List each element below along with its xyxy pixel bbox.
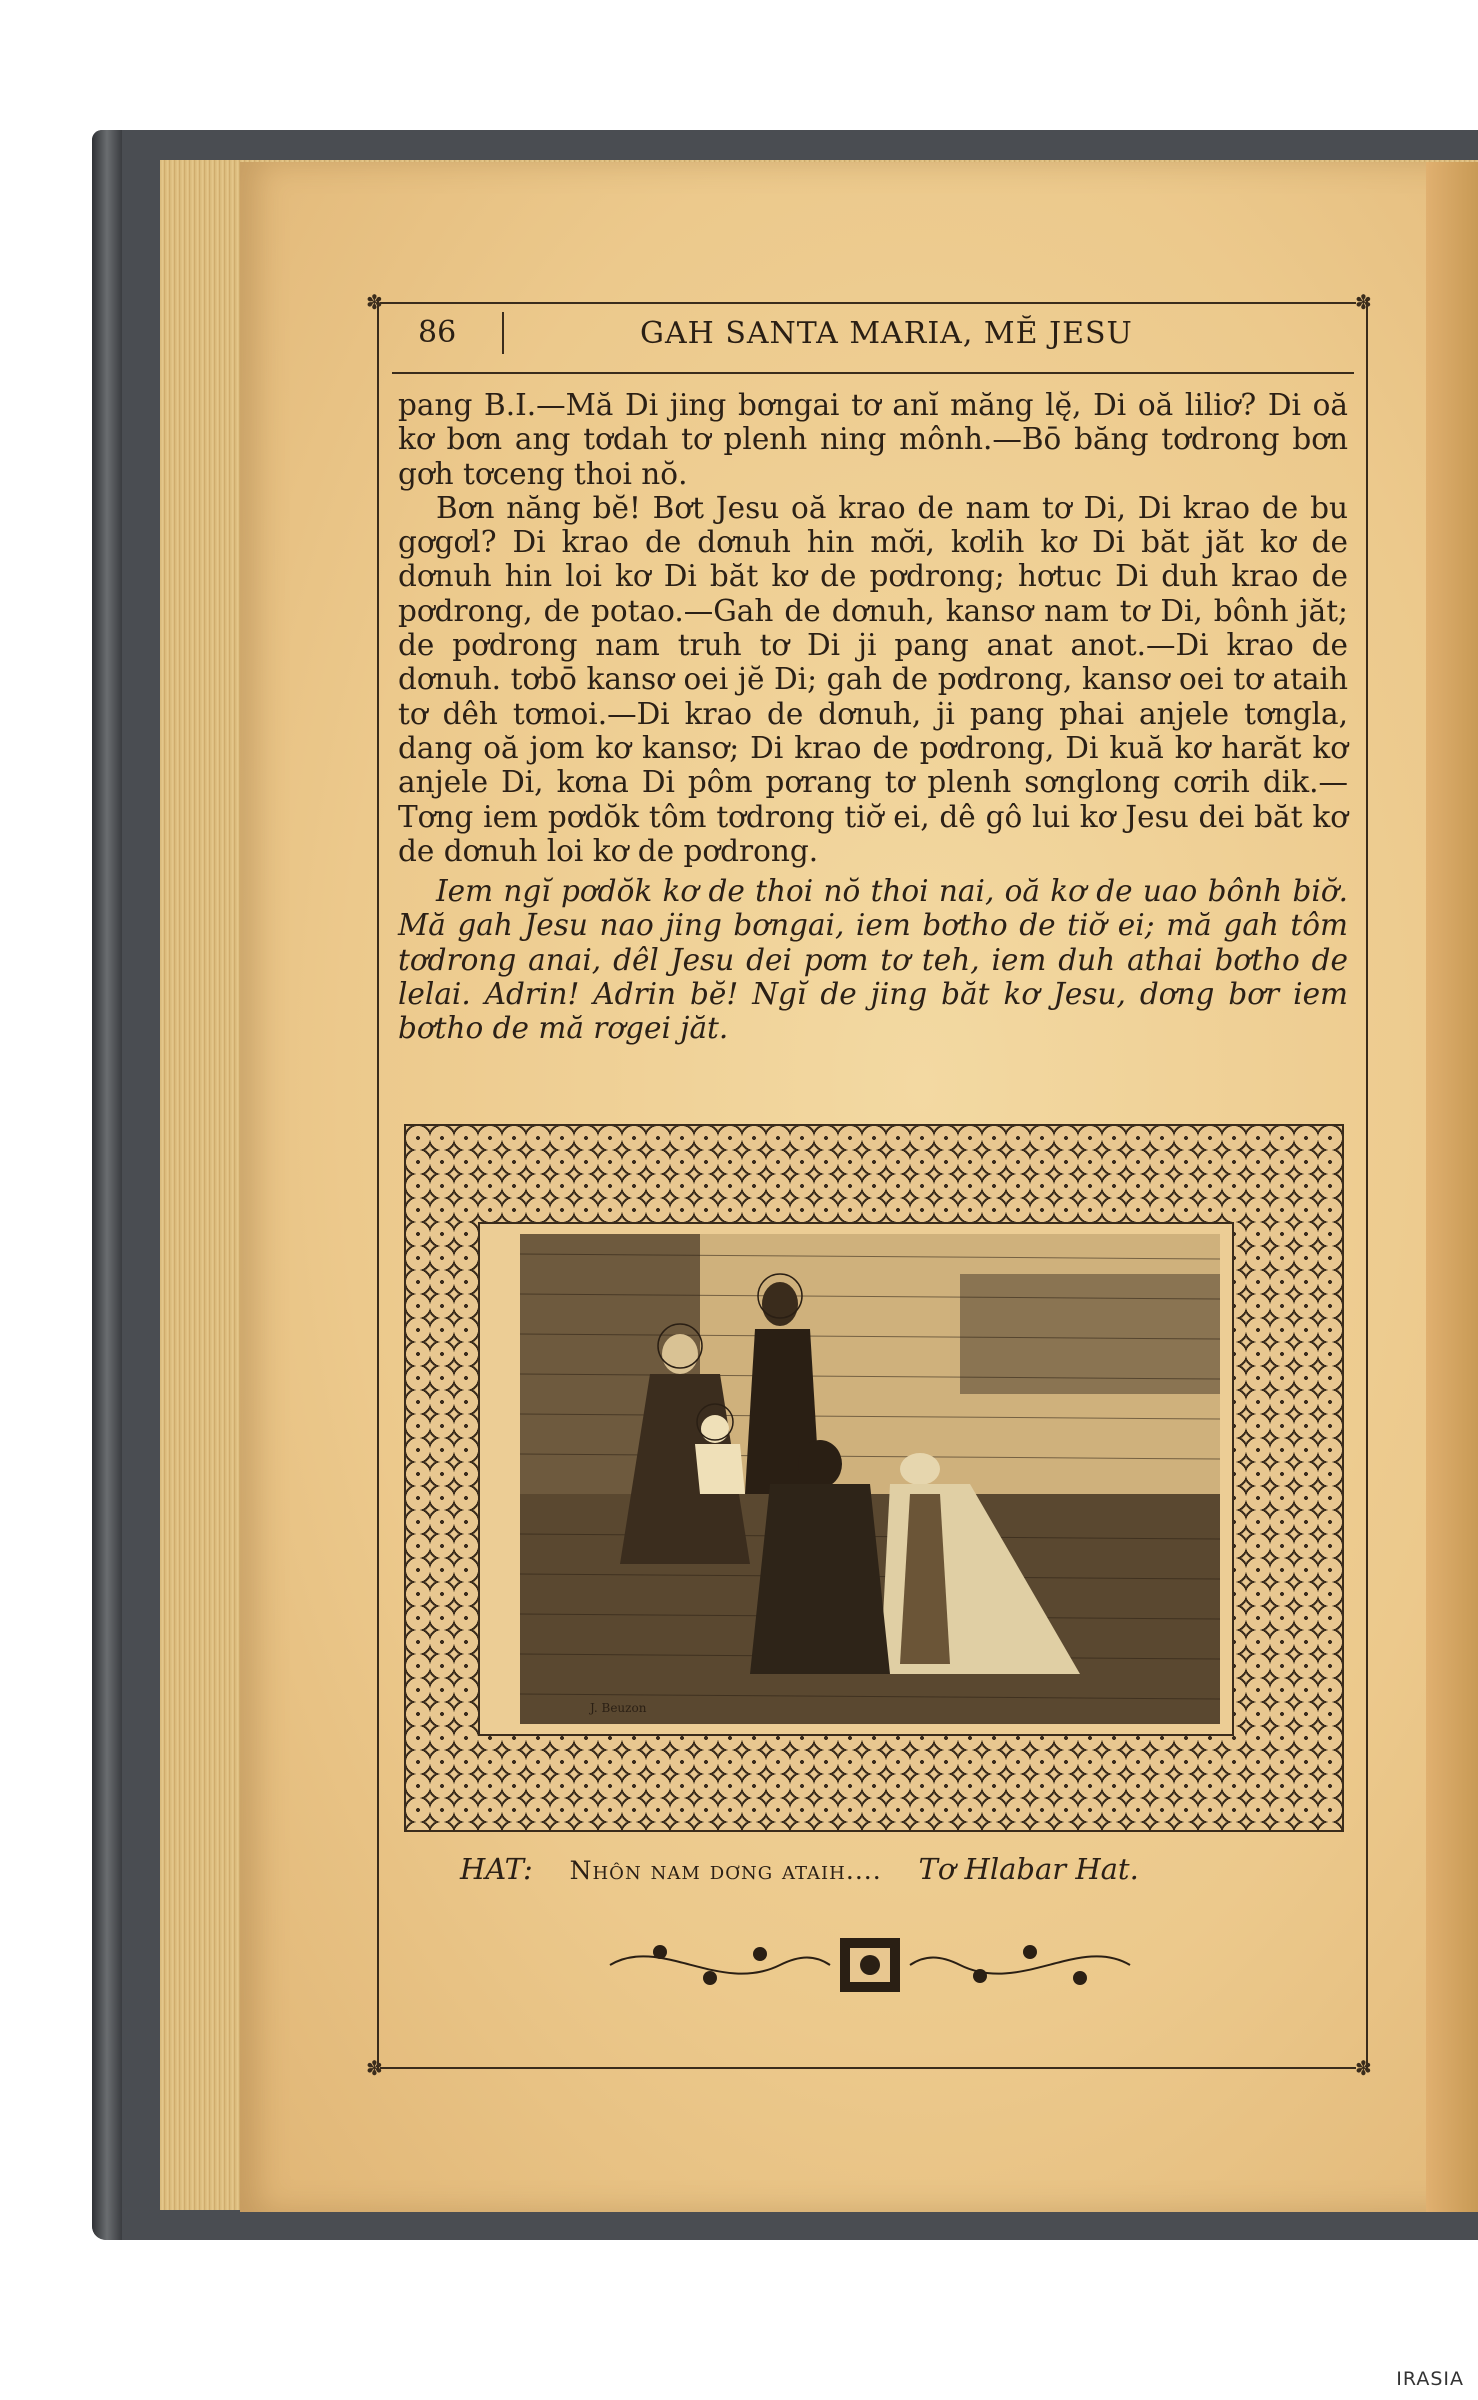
header-rule (392, 372, 1354, 374)
corner-ornament-icon: ✽ (366, 2056, 383, 2080)
corner-ornament-icon: ✽ (366, 290, 383, 314)
engraving-illustration (520, 1234, 1220, 1724)
page-number: 86 (418, 315, 457, 350)
bottom-rule (380, 2067, 1356, 2069)
watermark: IRASIA (1396, 2368, 1464, 2390)
left-rule (377, 300, 379, 2070)
book-spine-edge (92, 130, 122, 2240)
paragraph: pang B.I.—Mă Di jing bơngai tơ anĭ măng lę̆, Di oă liliơ? Di oă kơ bơn ang tơdah tơ plenh ning mônh.—Bō băng tơdrong bơn gơh tơceng thoi nŏ. (398, 388, 1348, 491)
running-title: GAH SANTA MARIA, MĔ JESU (640, 316, 1133, 351)
italic-paragraph: Iem ngĭ pơdŏk kơ de thoi nŏ thoi nai, oă kơ de uao bônh biơ̆. Mă gah Jesu nao jing bơngai, iem bơtho de tiơ̆ ei; mă gah tôm tơdrong anai, dêl Jesu dei pơm tơ teh, iem duh athai bơtho de lelai. Adrin! Adrin bĕ! Ngĭ de jing băt kơ Jesu, dơng bơr iem bơtho de mă rơgei jăt. (398, 874, 1348, 1046)
body-text (398, 388, 1348, 1046)
caption (460, 1852, 1139, 1886)
top-rule (380, 302, 1356, 304)
header-separator (502, 312, 504, 354)
floral-ornament (600, 1930, 1140, 2000)
corner-ornament-icon: ✽ (1355, 290, 1372, 314)
corner-ornament-icon: ✽ (1355, 2056, 1372, 2080)
paragraph: Bơn năng bĕ! Bơt Jesu oă krao de nam tơ Di, Di krao de bu gơgơl? Di krao de dơnuh hin mơ̆i, kơlih kơ Di băt jăt kơ de dơnuh hin loi kơ Di băt kơ de pơdrong; hơtuc Di duh krao de pơdrong, de potao.—Gah de dơnuh, kansơ nam tơ Di, bônh jăt; de pơdrong nam truh tơ Di ji pang anat anot.—Di krao de dơnuh. tơbō kansơ oei jĕ Di; gah de pơdrong, kansơ oei tơ ataih tơ dêh tơmoi.—Di krao de dơnuh, ji pang phai anjele tơngla, dang oă jom kơ kansơ; Di krao de pơdrong, Di kuă kơ harăt kơ anjele Di, kơna Di pôm pơrang tơ plenh sơnglong cơrih dik.—Tơng iem pơdŏk tôm tơdrong tiơ̆ ei, dê gô lui kơ Jesu dei băt kơ de dơnuh loi kơ de pơdrong. (398, 490, 1348, 868)
caption-label: HAT: (460, 1852, 533, 1886)
caption-title: Nhôn nam dơng ataih.... (569, 1856, 882, 1885)
engraver-signature: J. Beuzon (590, 1701, 647, 1715)
right-rule (1366, 300, 1368, 2070)
page-right-edge (1426, 162, 1478, 2212)
caption-source: Tơ Hlabar Hat. (918, 1852, 1139, 1886)
